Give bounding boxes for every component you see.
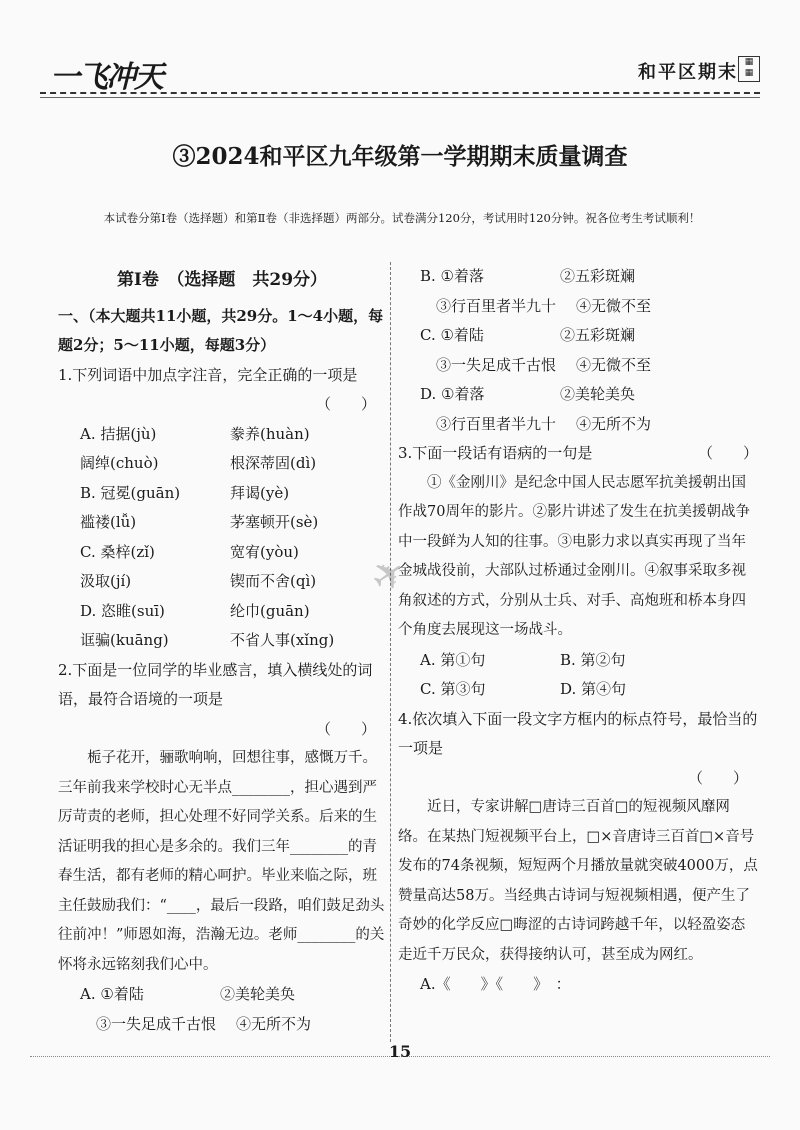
q3-options-cd: C. 第③句 D. 第④句: [420, 680, 627, 698]
watermark-stamp: ✈: [362, 547, 417, 605]
q1-options: [58, 420, 386, 656]
page-title: ③2024和平区九年级第一学期期末质量调查: [172, 143, 628, 170]
q2-option-a: A. ①着陆 ②美轮美奂: [80, 985, 296, 1003]
header-exam-label: 和平区期末: [638, 62, 738, 83]
header-rule-thin: [40, 97, 760, 98]
q2-option-b: B. ①着落 ②五彩斑斓: [420, 267, 636, 285]
q1-stem: 1.下列词语中加点字注音，完全正确的一项是: [58, 365, 358, 384]
brand-logo: 一飞冲天: [50, 60, 162, 95]
q2-option-a-cont: ③一失足成千古恨 ④无所不为: [96, 1014, 312, 1033]
q2-option-d: D. ①着落 ②美轮美奂: [420, 385, 636, 403]
q2-option-b-cont: ③行百里者半九十 ④无微不至: [436, 296, 652, 315]
q1-option-row: B. 冠冕(guān) 拜谒(yè): [80, 483, 290, 502]
q4-answer-paren: （ ）: [687, 768, 748, 787]
q3-answer-paren: （ ）: [697, 444, 758, 462]
q1-answer-paren: （ ）: [315, 395, 376, 413]
q1-option-row: 褴褛(lǚ) 茅塞顿开(sè): [80, 513, 319, 531]
q4-passage: 近日，专家讲解□唐诗三百首□的短视频风靡网络。在某热门短视频平台上，□×音唐诗三百首□×音号发布的74条视频，短短两个月播放量就突破4000万，点赞量高达58万。当经典古诗词与短视频相遇，便产生了奇妙的化学反应□晦涩的古诗词跨越千年，以轻盈姿态走近千万民众，获得接纳认可，甚至成为网红。: [398, 799, 758, 963]
q3-passage: ①《金刚川》是纪念中国人民志愿军抗美援朝出国作战70周年的影片。②影片讲述了发生在抗美援朝战争中一段鲜为人知的往事。③电影力求以真实再现了当年金城战役前，大部队过桥通过金刚川。④叙事采取多视角叙述的方式，分别从士兵、对手、高炮班和桥本身四个角度去展现这一场战斗。: [398, 474, 750, 638]
q2-option-c: C. ①着陆 ②五彩斑斓: [420, 326, 636, 344]
q1-option-row: D. 恣睢(suī) 纶巾(guān): [80, 601, 310, 620]
exam-intro: 本试卷分第Ⅰ卷（选择题）和第Ⅱ卷（非选择题）两部分。试卷满分120分，考试用时120分钟。祝各位考生考试顺利！: [103, 211, 701, 225]
q2-option-c-cont: ③一失足成千古恨 ④无微不至: [436, 355, 652, 374]
q1-option-row: 汲取(jí) 锲而不舍(qì): [80, 572, 317, 590]
q4-option-a: A.《 》《 》 ：: [420, 975, 571, 993]
q1-option-row: A. 拮据(jù) 豢养(huàn): [80, 424, 310, 443]
qr-code-icon: ▦ ▦: [738, 56, 760, 82]
q2-stem: 2.下面是一位同学的毕业感言，填入横线处的词语，最符合语境的一项是: [58, 660, 373, 708]
q1-option-row: 诓骗(kuāng) 不省人事(xǐng): [80, 631, 335, 649]
column-divider: [390, 262, 391, 1042]
left-column: [58, 262, 386, 1039]
q3-stem: 3.下面一段话有语病的一句是: [398, 444, 593, 462]
q4-stem: 4.依次填入下面一段文字方框内的标点符号，最恰当的一项是: [398, 709, 758, 757]
part-instructions: 一、（本大题共11小题，共29分。1～4小题，每题2分；5～11小题，每题3分）: [58, 306, 384, 354]
q2-option-d-cont: ③行百里者半九十 ④无所不为: [436, 414, 652, 433]
q1-option-row: 阔绰(chuò) 根深蒂固(dì): [80, 454, 317, 472]
header-rule: [40, 92, 760, 94]
section-heading: 第Ⅰ卷 （选择题 共29分）: [116, 270, 328, 290]
q2-answer-paren: （ ）: [315, 719, 376, 738]
q3-stem-row: [398, 439, 758, 469]
page-number: 15: [388, 1042, 412, 1061]
q2-passage: 栀子花开，骊歌响响，回想往事，感慨万千。三年前我来学校时心无半点________，担心遇到严厉苛责的老师，担心处理不好同学关系。后来的生活证明我的担心是多余的。我们三年________的青春生活，都有老师的精心呵护。毕业来临之际，班主任鼓励我们：“____，最后一段路，咱们鼓足劲头往前冲！”师恩如海，浩瀚无边。老师________的关怀将永远铭刻我们心中。: [58, 750, 385, 973]
q1-option-row: C. 桑梓(zǐ) 宽宥(yòu): [80, 542, 299, 561]
q3-options-ab: A. 第①句 B. 第②句: [420, 650, 626, 669]
